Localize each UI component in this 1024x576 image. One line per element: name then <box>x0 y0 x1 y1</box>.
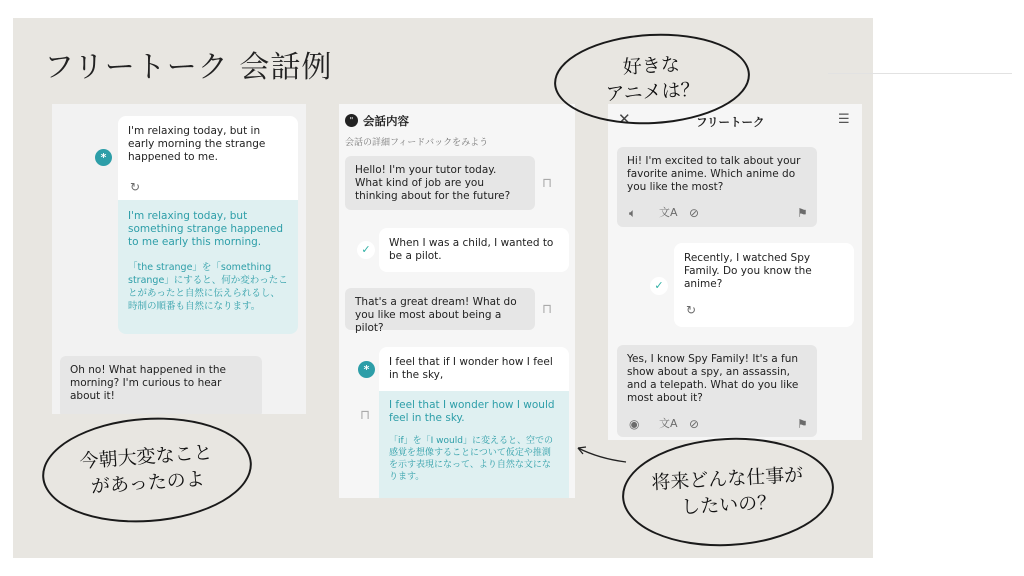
ai-message-bubble <box>345 156 535 210</box>
callout-line: 将来どんな仕事が <box>650 464 804 494</box>
correction-text: I'm relaxing today, but something strange happened to me early this morning. <box>128 210 284 248</box>
correction-bubble <box>118 200 298 334</box>
check-icon: ✓ <box>357 241 375 259</box>
user-message-bubble <box>674 243 854 327</box>
hide-eye-icon[interactable]: ⊘ <box>689 206 700 220</box>
user-message-bubble <box>379 228 569 272</box>
chat-panel-free-talk <box>608 104 862 440</box>
bookmark-icon[interactable]: ⊓ <box>360 408 371 423</box>
user-message-text: I feel that if I wonder how I feel in the sky, <box>389 356 553 381</box>
bookmark-icon[interactable]: ⊓ <box>542 302 553 317</box>
ai-message-bubble <box>60 356 262 414</box>
translate-icon[interactable]: 文A <box>659 206 678 219</box>
ai-message-bubble <box>345 288 535 334</box>
ai-message-text: Yes, I know Spy Family! It's a fun show about a spy, an assassin, and a telepath. What do you like most about it? <box>627 353 799 404</box>
correction-note: 「the strange」を「something strange」にすると、何か変わったことがあったと自然に伝えられるし、時制の順番も自然になります。 <box>128 262 288 312</box>
ai-message-text: Hi! I'm excited to talk about your favorite anime. Which anime do you like the most? <box>627 155 801 193</box>
callout-line: 好きな <box>622 53 681 79</box>
callout-line: 今朝大変なこと <box>78 441 214 473</box>
user-message-text: When I was a child, I wanted to be a pilot. <box>389 237 554 262</box>
translate-icon[interactable]: 文A <box>659 417 678 430</box>
user-message-text: I'm relaxing today, but in early morning the strange happened to me. <box>128 125 266 163</box>
flag-icon[interactable]: ⚑ <box>797 417 808 431</box>
settings-sliders-icon[interactable]: ☰ <box>838 112 850 127</box>
panel-header-subtitle: 会話の詳細フィードバックをみよう <box>345 138 489 148</box>
callout-line: したいの？ <box>680 491 777 519</box>
panel-header-title: 会話内容 <box>363 114 409 128</box>
ai-message-text: Oh no! What happened in the morning? I'm curious to hear about it! <box>70 364 226 402</box>
retry-icon[interactable]: ↻ <box>130 180 141 194</box>
retry-icon[interactable]: ↻ <box>686 303 697 317</box>
ai-message-text: Hello! I'm your tutor today. What kind of job are you thinking about for the future? <box>355 164 511 202</box>
decorative-divider <box>828 73 1012 74</box>
correction-marker-icon: * <box>358 361 375 378</box>
callout-line: アニメは？ <box>605 78 701 106</box>
panel-header-title: フリートーク <box>696 115 765 129</box>
correction-note: 「if」を「I would」に変えると、空での感覚を想像することについて仮定や推測を示す表現になって、より自然な文になります。 <box>389 436 553 482</box>
user-message-bubble <box>118 116 298 200</box>
arrow-icon <box>570 440 630 470</box>
user-message-text: Recently, I watched Spy Family. Do you know the anime? <box>684 252 812 290</box>
stop-icon[interactable]: ◉ <box>629 417 640 431</box>
correction-marker-icon: * <box>95 149 112 166</box>
correction-text: I feel that I wonder how I would feel in the sky. <box>389 399 555 424</box>
ai-message-bubble <box>617 147 817 227</box>
ai-message-bubble <box>617 345 817 437</box>
chat-panel-correction <box>52 104 306 414</box>
check-icon: ✓ <box>650 277 668 295</box>
ai-message-text: That's a great dream! What do you like most about being a pilot? <box>355 296 517 334</box>
chat-bubble-icon: " <box>345 114 358 127</box>
bookmark-icon[interactable]: ⊓ <box>542 176 553 191</box>
speaker-icon[interactable]: 🔈︎ <box>629 206 637 220</box>
hide-eye-icon[interactable]: ⊘ <box>689 417 700 431</box>
flag-icon[interactable]: ⚑ <box>797 206 808 220</box>
slide-title: フリートーク 会話例 <box>44 50 333 85</box>
callout-line: があったのよ <box>90 468 206 498</box>
user-message-bubble <box>379 347 569 391</box>
close-icon[interactable]: ✕ <box>618 110 631 128</box>
chat-panel-feedback <box>339 104 575 498</box>
correction-bubble <box>379 391 569 498</box>
